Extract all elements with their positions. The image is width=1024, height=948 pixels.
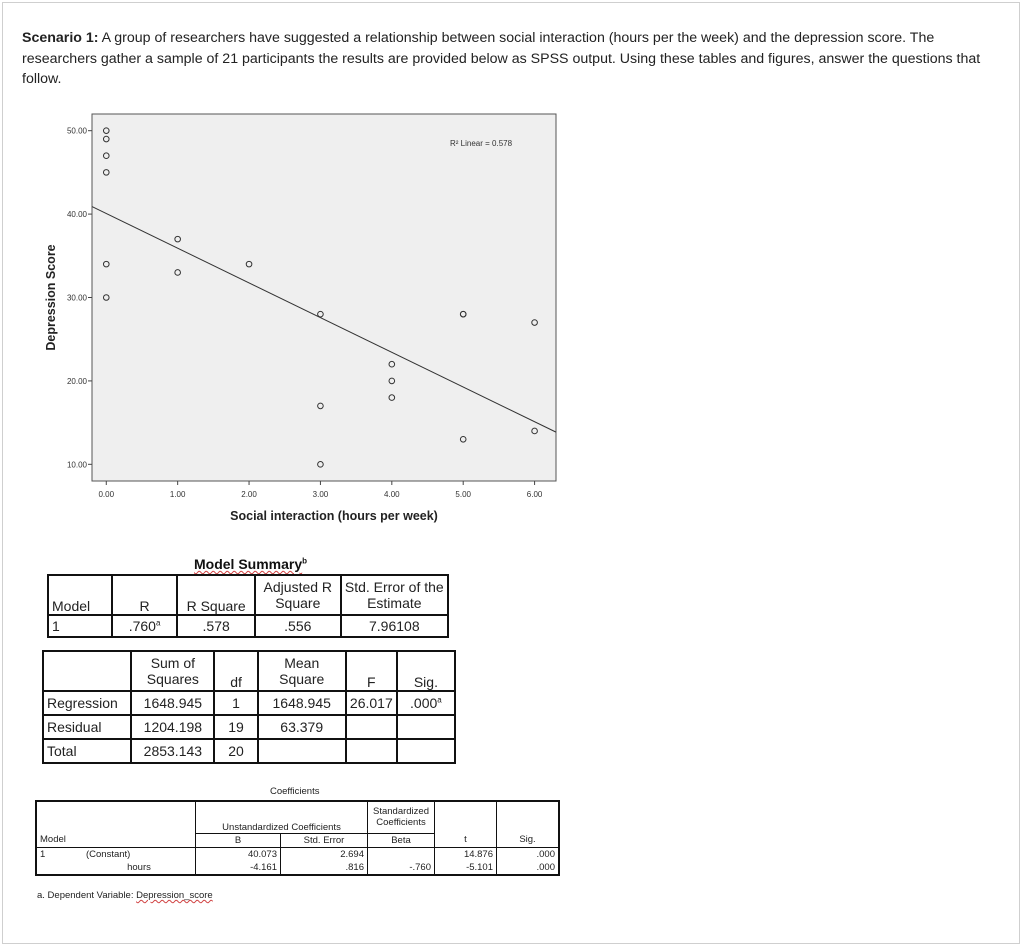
coef-row-constant: 1 (Constant) 40.073 2.694 14.876 .000: [36, 847, 559, 861]
y-tick-label: 40.00: [66, 210, 87, 220]
ms-header-rsquare: R Square: [177, 575, 255, 615]
coef-header-t: t: [435, 833, 497, 847]
x-tick-label: 0.00: [98, 490, 115, 499]
anova-header-sig: Sig.: [397, 651, 455, 691]
coefficients-table: [35, 800, 560, 876]
anova-row-total: Total 2853.143 20: [43, 739, 455, 763]
anova-header-df: df: [214, 651, 257, 691]
coef-header-b: B: [196, 833, 281, 847]
coef-group-std: Standardized Coefficients: [368, 801, 435, 833]
plot-area: [92, 114, 556, 481]
model-summary-title: Model Summary$^b$: [194, 556, 308, 572]
ms-model: 1: [48, 615, 112, 637]
ms-header-r: R: [112, 575, 178, 615]
scenario-body: A group of researchers have suggested a relationship between social interaction (hours per the week) and the depression score. The researchers gather a sample of 21 participants the results are provided below as SPSS output. Using these tables and figures, answer the questions that follow.: [22, 30, 981, 87]
anova-row-residual: Residual 1204.198 19 63.379: [43, 715, 455, 739]
y-tick-label: 20.00: [66, 376, 87, 386]
x-tick-label: 2.00: [241, 490, 257, 499]
coef-header-se: Std. Error: [281, 833, 368, 847]
r-squared-annotation: R² Linear = 0.578: [450, 139, 513, 148]
y-tick-label: 50.00: [66, 126, 87, 136]
ms-header-adj: Adjusted R Square: [255, 575, 341, 615]
ms-rsquare: .578: [177, 615, 255, 637]
x-tick-label: 5.00: [455, 490, 471, 499]
coef-header-model: Model: [36, 833, 196, 847]
y-tick-label: 30.00: [66, 293, 87, 303]
y-axis-label: Depression Score: [44, 244, 58, 351]
ms-adj: .556: [255, 615, 341, 637]
x-tick-label: 3.00: [312, 490, 329, 499]
coef-group-unstd: Unstandardized Coefficients: [196, 801, 368, 833]
x-tick-label: 4.00: [384, 490, 400, 499]
ms-header-stderr: Std. Error of the Estimate: [341, 575, 448, 615]
ms-r: .760$^a$: [112, 615, 178, 637]
model-summary-table: [47, 574, 449, 638]
coef-row-hours: hours -4.161 .816 -.760 -5.101 .000: [36, 861, 559, 875]
anova-header-ss: Sum of Squares: [131, 651, 214, 691]
coefficients-title: Coefficients: [270, 786, 320, 797]
coef-header-beta: Beta: [368, 833, 435, 847]
anova-header-ms: Mean Square: [258, 651, 346, 691]
y-tick-label: 10.00: [66, 460, 87, 470]
scenario-label: Scenario 1:: [22, 30, 99, 46]
coef-header-sig: Sig.: [497, 833, 560, 847]
anova-header-f: F: [346, 651, 397, 691]
anova-table: [42, 650, 456, 764]
anova-header-blank: [43, 651, 131, 691]
x-axis-label: Social interaction (hours per week): [230, 509, 438, 523]
anova-row-regression: Regression 1648.945 1 1648.945 26.017 .000$^a$: [43, 691, 455, 715]
ms-header-model: Model: [48, 575, 112, 615]
x-tick-label: 6.00: [526, 490, 543, 499]
ms-stderr: 7.96108: [341, 615, 448, 637]
x-tick-label: 1.00: [169, 490, 186, 499]
coefficients-footnote: a. Dependent Variable: Depression_score: [37, 890, 213, 901]
